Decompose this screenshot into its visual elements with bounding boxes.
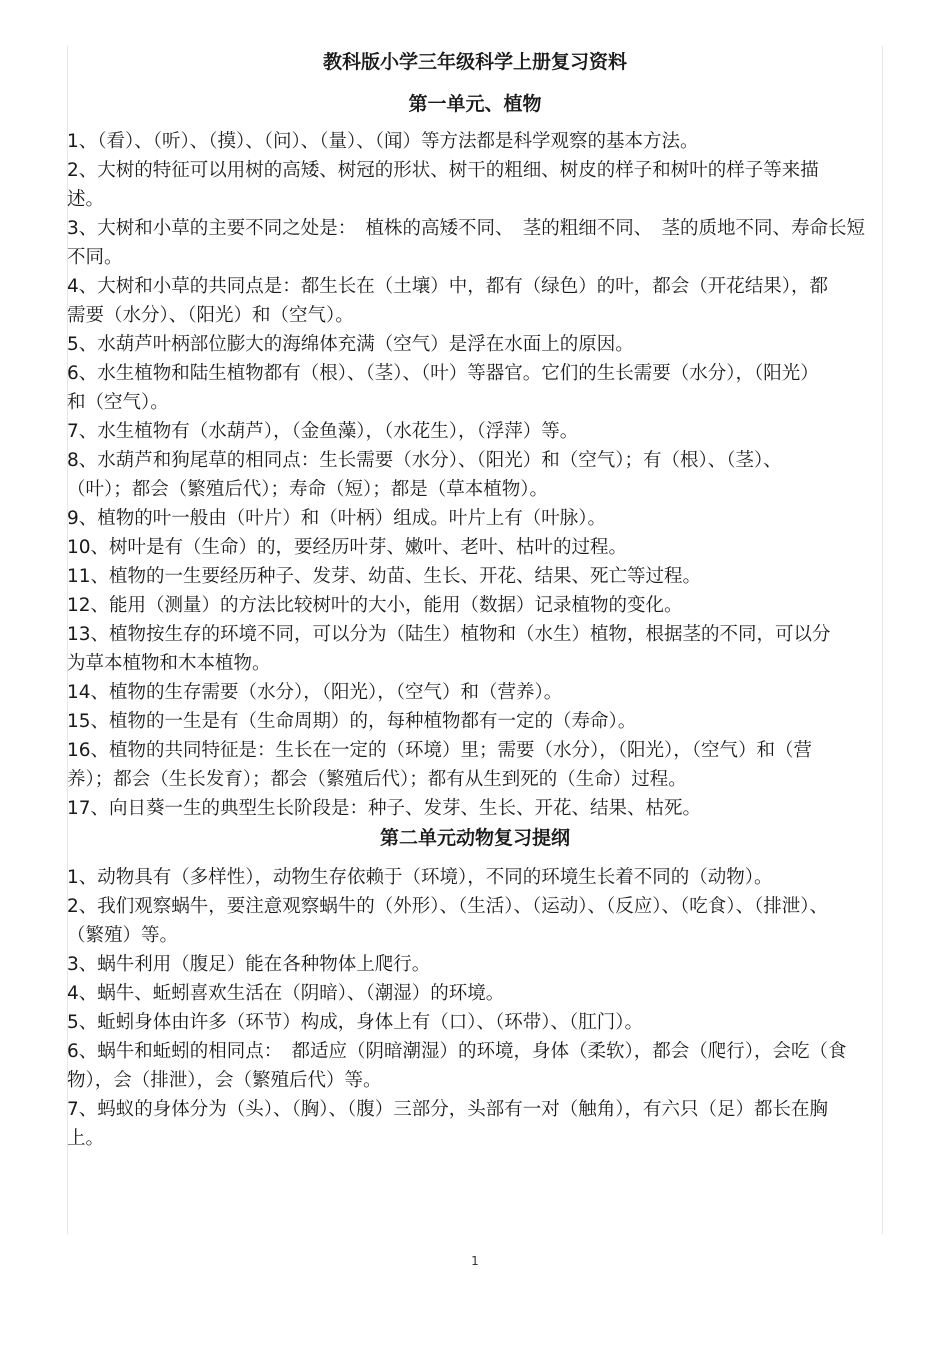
unit1-heading: 第一单元、植物 <box>408 93 542 115</box>
unit1-item: 7、水生植物有（水葫芦），（金鱼藻），（水花生），（浮萍）等。 <box>67 421 579 442</box>
unit1-item: 11、植物的一生要经历种子、发芽、幼苗、生长、开花、结果、死亡等过程。 <box>67 566 702 587</box>
unit2-item: 4、蜗牛、蚯蚓喜欢生活在（阴暗）、（潮湿）的环境。 <box>67 983 505 1004</box>
unit1-item: 15、植物的一生是有（生命周期）的，每种植物都有一定的（寿命）。 <box>67 711 637 732</box>
unit2-item: 5、蚯蚓身体由许多（环节）构成，身体上有（口）、（环带）、（肛门）。 <box>67 1012 644 1033</box>
unit2-item: 1、动物具有（多样性），动物生存依赖于（环境），不同的环境生长着不同的（动物）。 <box>67 867 773 888</box>
unit1-item: 1、（看）、（听）、（摸）、（问）、（量）、（闻）等方法都是科学观察的基本方法。 <box>67 131 699 152</box>
unit1-item: 10、树叶是有（生命）的，要经历叶芽、嫩叶、老叶、枯叶的过程。 <box>67 537 628 558</box>
unit1-item: 14、植物的生存需要（水分），（阳光），（空气）和（营养）。 <box>67 682 563 703</box>
unit1-item: 9、植物的叶一般由（叶片）和（叶柄）组成。叶片上有（叶脉）。 <box>67 508 607 529</box>
unit1-item: 4、大树和小草的共同点是：都生长在（土壤）中，都有（绿色）的叶，都会（开花结果），都需要（水分）、（阳光）和（空气）。 <box>67 276 829 326</box>
unit2-heading: 第二单元动物复习提纲 <box>379 827 570 849</box>
unit1-item: 2、大树的特征可以用树的高矮、树冠的形状、树干的粗细、树皮的样子和树叶的样子等来描述。 <box>67 160 819 210</box>
unit2-item: 7、蚂蚁的身体分为（头）、（胸）、（腹）三部分，头部有一对（触角），有六只（足）都长在胸上。 <box>67 1099 829 1149</box>
unit2-item: 3、蜗牛利用（腹足）能在各种物体上爬行。 <box>67 954 431 975</box>
unit1-item: 13、植物按生存的环境不同，可以分为（陆生）植物和（水生）植物，根据茎的不同，可以分为草本植物和木本植物。 <box>67 624 831 674</box>
unit1-item: 17、向日葵一生的典型生长阶段是：种子、发芽、生长、开花、结果、枯死。 <box>67 798 702 819</box>
unit2-item: 6、蜗牛和蚯蚓的相同点： 都适应（阴暗潮湿）的环境，身体（柔软），都会（爬行），会吃（食物），会（排泄），会（繁殖后代）等。 <box>67 1041 847 1091</box>
page-number: 1 <box>471 1254 479 1268</box>
unit1-item: 8、水葫芦和狗尾草的相同点：生长需要（水分）、（阳光）和（空气）；有（根）、（茎）、（叶）；都会（繁殖后代）；寿命（短）；都是（草本植物）。 <box>67 450 782 500</box>
unit1-item: 12、能用（测量）的方法比较树叶的大小，能用（数据）记录植物的变化。 <box>67 595 683 616</box>
document-title: 教科版小学三年级科学上册复习资料 <box>322 51 627 73</box>
unit2-item: 2、我们观察蜗牛，要注意观察蜗牛的（外形）、（生活）、（运动）、（反应）、（吃食）、（排泄）、（繁殖）等。 <box>67 896 829 946</box>
document-body <box>67 47 883 1153</box>
unit1-item: 5、水葫芦叶柄部位膨大的海绵体充满（空气）是浮在水面上的原因。 <box>67 334 634 355</box>
unit1-item: 6、水生植物和陆生植物都有（根）、（茎）、（叶）等器官。它们的生长需要（水分），（阳光）和（空气）。 <box>67 363 819 413</box>
unit1-item: 3、大树和小草的主要不同之处是： 植株的高矮不同、 茎的粗细不同、 茎的质地不同、寿命长短不同。 <box>67 218 866 268</box>
unit1-item: 16、植物的共同特征是：生长在一定的（环境）里；需要（水分），（阳光），（空气）和（营养）；都会（生长发育）；都会（繁殖后代）；都有从生到死的（生命）过程。 <box>67 740 813 790</box>
